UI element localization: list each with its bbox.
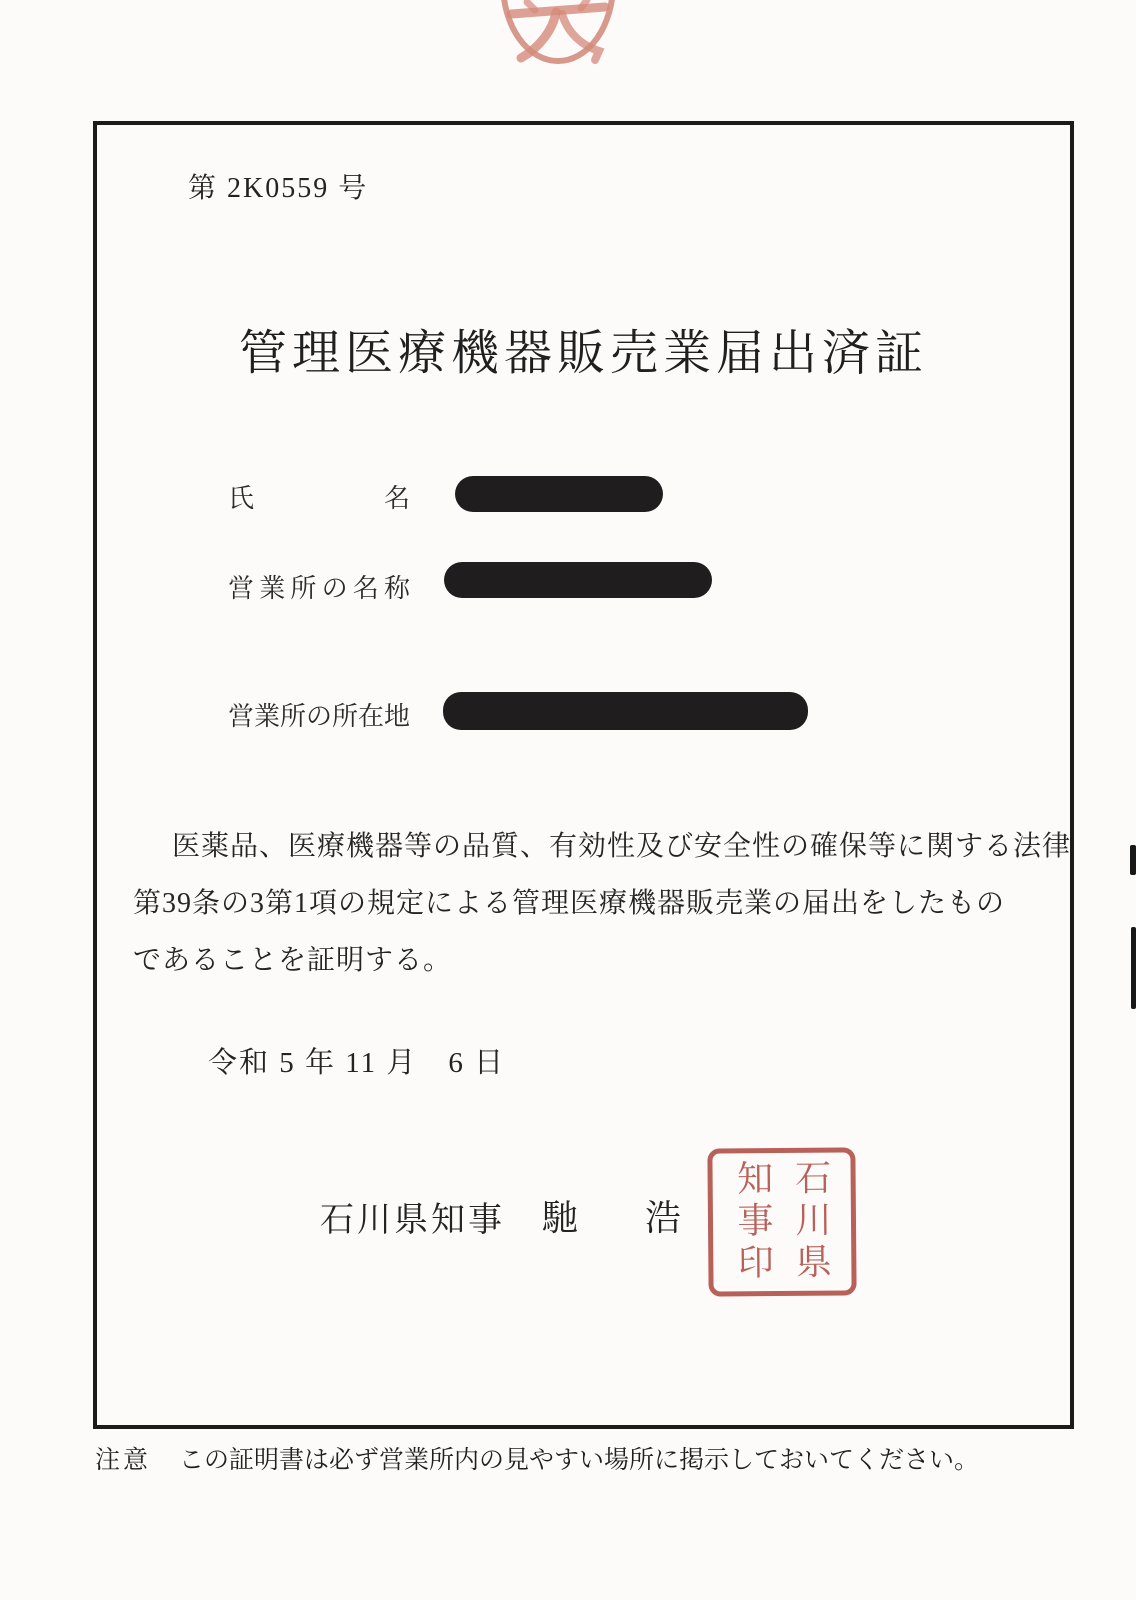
certification-paragraph [133,818,1072,989]
certificate-title: 管理医療機器販売業届出済証 [238,327,928,380]
caution-note [95,1440,979,1476]
field-label-office-name: 営業所の名称 [228,574,410,603]
governor-seal-column-right: 石川県 [790,1158,832,1285]
field-label-office-address: 営業所の所在地 [228,702,411,731]
scan-artifact-mark [1131,927,1136,1009]
body-line-2: 第39条の3第1項の規定による管理医療機器販売業の届出をしたもの [133,888,1006,919]
top-partial-stamp-icon [483,0,633,78]
issuer-name-last: 馳 [542,1198,579,1238]
governor-seal-stamp [707,1147,856,1296]
document-number: 第 2K0559 号 [188,173,369,204]
redaction-bar-office-address [443,692,808,730]
field-label-name: 氏名 [228,484,410,513]
governor-seal-column-left: 知事印 [732,1159,774,1286]
issuer-office-title: 石川県知事 [320,1202,505,1239]
caution-note-text: この証明書は必ず営業所内の見やすい場所に掲示しておいてください。 [179,1447,980,1474]
caution-note-label: 注意 [95,1447,152,1474]
scan-artifact-mark [1130,845,1136,875]
issuer-name-first: 浩 [645,1198,682,1238]
redaction-bar-office-name [444,562,712,598]
redaction-bar-name [455,476,663,512]
body-line-3: であることを証明する。 [133,945,453,976]
issue-date: 令和 5 年 11 月 6 日 [208,1047,506,1079]
body-line-1: 医薬品、医療機器等の品質、有効性及び安全性の確保等に関する法律 [172,831,1072,862]
